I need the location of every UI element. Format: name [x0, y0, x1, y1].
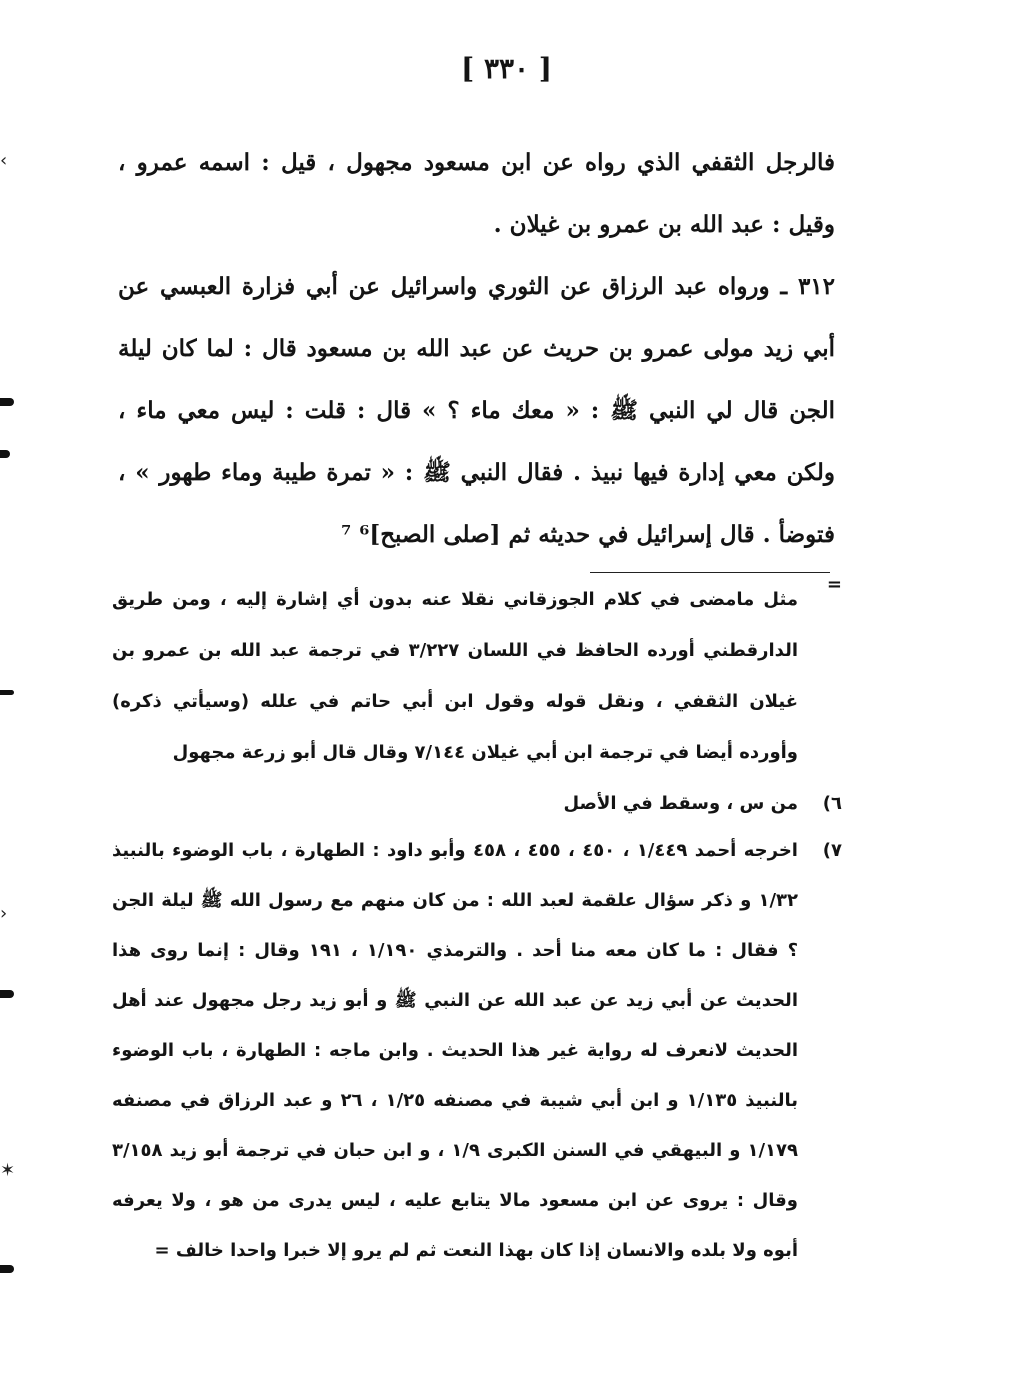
footnote-continuation [112, 574, 842, 778]
footnote-marker: ٧) [822, 840, 842, 861]
footnotes [112, 574, 842, 1276]
footnote-divider [590, 572, 830, 573]
footnote-7 [112, 826, 842, 1276]
scan-edge-mark [0, 690, 14, 695]
scan-edge-mark [0, 1265, 14, 1273]
scan-edge-mark [0, 990, 14, 998]
page-number: [ ٣٣٠ ] [460, 52, 553, 85]
scan-edge-mark [0, 398, 14, 406]
footnote-6 [112, 782, 842, 826]
footnote-marker: ٦) [822, 793, 842, 814]
scan-edge-mark: ✶ [0, 1160, 16, 1181]
main-paragraph-1: فالرجل الثقفي الذي رواه عن ابن مسعود مجهول ، قيل : اسمه عمرو ، وقيل : عبد الله بن عمرو بن غيلان . [118, 149, 835, 238]
footnote-marker: = [826, 574, 842, 595]
scan-edge-mark [0, 450, 10, 458]
main-paragraph-2: ٣١٢ ـ ورواه عبد الرزاق عن الثوري واسرائيل عن أبي فزارة العبسي عن أبي زيد مولى عمرو بن حريث عن عبد الله بن مسعود قال : لما كان ليلة الجن قال لي النبي ﷺ : « معك ماء ؟ » قال : قلت : ليس معي ماء ، ولكن معي إدارة فيها نبيذ . فقال النبي ﷺ : « تمرة طيبة وماء طهور » ، فتوضأ . قال إسرائيل في حديثه ثم [صلى الصبح]⁶ ⁷ [118, 273, 835, 548]
footnote-text: من س ، وسقط في الأصل [563, 793, 798, 814]
scan-edge-mark: › [0, 903, 8, 924]
footnote-text: اخرجه أحمد ١/٤٤٩ ، ٤٥٠ ، ٤٥٥ ، ٤٥٨ وأبو داود : الطهارة ، باب الوضوء بالنبيذ ١/٣٢ و ذكر سؤال علقمة لعبد الله : من كان منهم مع رسول الله ﷺ ليلة الجن ؟ فقال : ما كان معه منا أحد . والترمذي ١/١٩٠ ، ١٩١ وقال : إنما روى هذا الحديث عن أبي زيد عن عبد الله عن النبي ﷺ و أبو زيد رجل مجهول عند أهل الحديث لانعرف له رواية غير هذا الحديث . وابن ماجه : الطهارة ، باب الوضوء بالنبيذ ١/١٣٥ و ابن أبي شيبة في مصنفه ١/٢٥ ، ٢٦ و عبد الرزاق في مصنفه ١/١٧٩ و البيهقي في السنن الكبرى ١/٩ ، و ابن حبان في ترجمة أبو زيد ٣/١٥٨ وقال : يروى عن ابن مسعود مالا يتابع عليه ، ليس يدرى من هو ، ولا يعرفه أبوه ولا بلده والانسان إذا كان بهذا النعت ثم لم يرو إلا خبرا واحدا خالف = [112, 840, 799, 1261]
scan-edge-mark: ‹ [0, 150, 8, 171]
main-text [118, 132, 835, 566]
footnote-text: مثل مامضى في كلام الجوزقاني نقلا عنه بدون أي إشارة إليه ، ومن طريق الدارقطني أورده الحافظ في اللسان ٣/٢٢٧ في ترجمة عبد الله بن عمرو بن غيلان الثقفي ، ونقل قوله وقول ابن أبي حاتم في علله (وسيأتي ذكره) وأورده أيضا في ترجمة ابن أبي غيلان ٧/١٤٤ وقال قال أبو زرعة مجهول [112, 589, 798, 763]
